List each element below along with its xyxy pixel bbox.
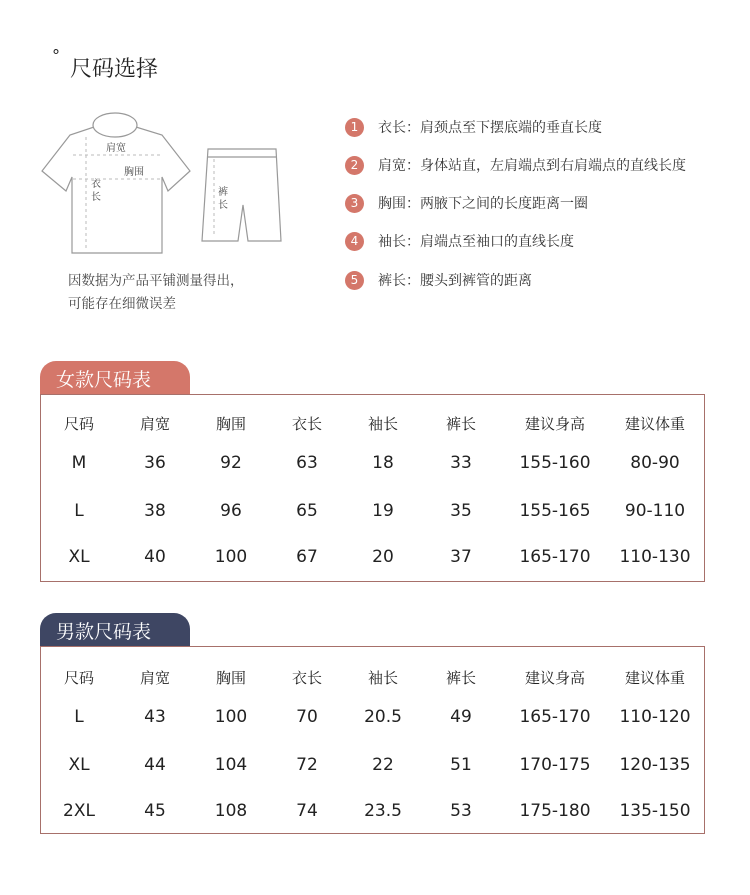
legend-text: 肩宽：身体站直，左肩端点到右肩端点的直线长度	[378, 158, 686, 174]
table-cell: 110-130	[619, 547, 691, 567]
table-cell: 49	[450, 707, 472, 727]
legend-text: 衣长：肩颈点至下摆底端的垂直长度	[378, 120, 602, 136]
legend-text: 袖长：肩端点至袖口的直线长度	[378, 234, 574, 250]
table-header-cell: 建议身高	[524, 415, 586, 433]
garment-diagram	[40, 105, 290, 255]
table-cell: 37	[450, 547, 472, 567]
note-line: 因数据为产品平铺测量得出，	[68, 273, 244, 289]
table-header-cell: 裤长	[445, 415, 477, 433]
table-header-cell: 袖长	[367, 669, 399, 687]
table-cell: 67	[296, 547, 318, 567]
table-cell: 45	[144, 801, 166, 821]
table-header-cell: 裤长	[445, 669, 477, 687]
number-badge: 4	[345, 232, 364, 251]
table-cell: 35	[450, 501, 472, 521]
title-dot: °	[52, 46, 60, 65]
size-cell: L	[74, 707, 84, 727]
women-size-table	[40, 394, 705, 582]
measurement-note	[68, 270, 244, 316]
table-cell: 74	[296, 801, 318, 821]
table-cell: 100	[214, 707, 248, 727]
legend-item	[345, 193, 588, 213]
number-badge: 5	[345, 271, 364, 290]
table-cell: 53	[450, 801, 472, 821]
table-cell: 43	[144, 707, 166, 727]
legend-item	[345, 270, 532, 290]
pants-label-length-2: 长	[218, 200, 228, 211]
table-cell: 22	[372, 755, 394, 775]
women-table-label: 女款尺码表	[40, 361, 190, 395]
men-size-table	[40, 646, 705, 834]
table-cell: 20.5	[364, 707, 402, 727]
table-cell: 104	[214, 755, 248, 775]
table-header-cell: 衣长	[291, 669, 323, 687]
legend-text: 胸围：两腋下之间的长度距离一圈	[378, 196, 588, 212]
table-cell: 135-150	[619, 801, 691, 821]
legend-text: 裤长：腰头到裤管的距离	[378, 273, 532, 289]
shirt-label-length-2: 长	[91, 192, 101, 203]
table-cell: 120-135	[619, 755, 691, 775]
table-cell: 80-90	[630, 453, 680, 473]
table-header-cell: 尺码	[63, 415, 95, 433]
page-title	[52, 46, 159, 83]
table-header-cell: 胸围	[215, 415, 247, 433]
number-badge: 1	[345, 118, 364, 137]
table-cell: 100	[214, 547, 248, 567]
table-cell: 165-170	[519, 707, 591, 727]
table-cell: 38	[144, 501, 166, 521]
table-cell: 36	[144, 453, 166, 473]
shirt-label-shoulder: 肩宽	[106, 143, 126, 154]
table-cell: 175-180	[519, 801, 591, 821]
table-cell: 23.5	[364, 801, 402, 821]
table-cell: 170-175	[519, 755, 591, 775]
shirt-label-length-1: 衣	[91, 179, 101, 190]
table-header-cell: 肩宽	[139, 669, 171, 687]
table-header-cell: 袖长	[367, 415, 399, 433]
table-cell: 70	[296, 707, 318, 727]
legend-item	[345, 155, 686, 175]
men-table-label: 男款尺码表	[40, 613, 190, 647]
note-line: 可能存在细微误差	[68, 296, 176, 312]
table-cell: 96	[220, 501, 242, 521]
table-header-cell: 建议身高	[524, 669, 586, 687]
table-cell: 92	[220, 453, 242, 473]
size-cell: XL	[68, 547, 90, 567]
table-cell: 72	[296, 755, 318, 775]
table-cell: 40	[144, 547, 166, 567]
table-header-cell: 建议体重	[624, 669, 686, 687]
table-cell: 155-160	[519, 453, 591, 473]
table-header-cell: 衣长	[291, 415, 323, 433]
title-text: 尺码选择	[70, 57, 159, 82]
table-cell: 51	[450, 755, 472, 775]
table-cell: 19	[372, 501, 394, 521]
table-cell: 165-170	[519, 547, 591, 567]
table-cell: 44	[144, 755, 166, 775]
number-badge: 3	[345, 194, 364, 213]
legend-item	[345, 117, 602, 137]
size-cell: L	[74, 501, 84, 521]
table-header-cell: 建议体重	[624, 415, 686, 433]
table-cell: 108	[214, 801, 248, 821]
shirt-label-chest: 胸围	[124, 167, 144, 178]
legend-item	[345, 231, 574, 251]
table-cell: 33	[450, 453, 472, 473]
table-header-cell: 尺码	[63, 669, 95, 687]
table-header-cell: 肩宽	[139, 415, 171, 433]
size-cell: M	[71, 453, 87, 473]
pants-label-length-1: 裤	[218, 187, 228, 198]
table-cell: 110-120	[619, 707, 691, 727]
size-cell: XL	[68, 755, 90, 775]
table-cell: 18	[372, 453, 394, 473]
table-cell: 63	[296, 453, 318, 473]
table-cell: 90-110	[624, 501, 686, 521]
table-cell: 65	[296, 501, 318, 521]
table-header-cell: 胸围	[215, 669, 247, 687]
table-cell: 155-165	[519, 501, 591, 521]
size-cell: 2XL	[63, 801, 95, 821]
shirt-outline	[42, 113, 190, 253]
table-cell: 20	[372, 547, 394, 567]
number-badge: 2	[345, 156, 364, 175]
